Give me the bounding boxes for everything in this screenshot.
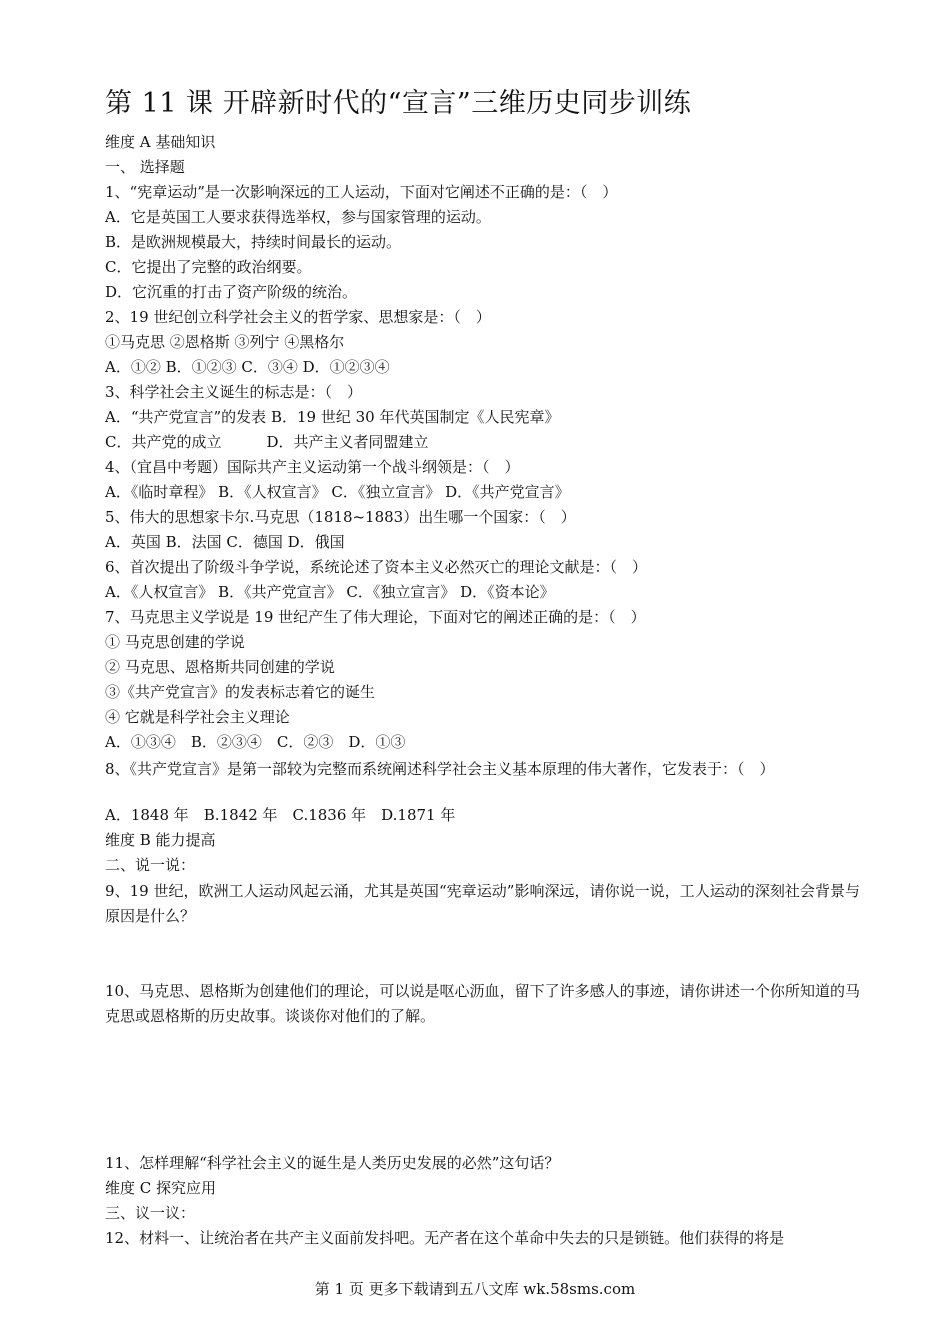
question-11: 11、怎样理解“科学社会主义的诞生是人类历史发展的必然”这句话？ xyxy=(105,1154,560,1172)
question-1-option-d: D．它沉重的打击了资产阶级的统治。 xyxy=(105,283,358,301)
question-7-item-2: ② 马克思、恩格斯共同创建的学说 xyxy=(105,658,335,676)
question-1-option-c: C．它提出了完整的政治纲要。 xyxy=(105,258,312,276)
question-3-stem: 3、科学社会主义诞生的标志是：（ ） xyxy=(105,383,363,401)
question-2-options: A．①② B．①②③ C．③④ D．①②③④ xyxy=(105,358,390,376)
question-3-options-ab: A．“共产党宣言”的发表 B．19 世纪 30 年代英国制定《人民宪章》 xyxy=(105,408,560,426)
question-7-item-3: ③《共产党宣言》的发表标志着它的诞生 xyxy=(105,683,376,701)
question-7-item-4: ④ 它就是科学社会主义理论 xyxy=(105,708,290,726)
page-footer: 第 1 页 更多下载请到五八文库 wk.58sms.com xyxy=(314,1280,636,1298)
question-7-item-1: ① 马克思创建的学说 xyxy=(105,633,245,651)
question-7-options: A．①③④ B．②③④ C．②③ D．①③ xyxy=(105,733,406,751)
question-4-stem: 4、（宜昌中考题）国际共产主义运动第一个战斗纲领是：（ ） xyxy=(105,458,520,476)
section-heading-a: 维度 A 基础知识 xyxy=(105,133,216,151)
question-1-option-b: B．是欧洲规模最大，持续时间最长的运动。 xyxy=(105,233,402,251)
question-1-stem: 1、“宪章运动”是一次影响深远的工人运动，下面对它阐述不正确的是：（ ） xyxy=(105,183,618,201)
question-7-stem: 7、马克思主义学说是 19 世纪产生了伟大理论，下面对它的阐述正确的是：（ ） xyxy=(105,608,646,626)
question-8-stem: 8、《共产党宣言》是第一部较为完整而系统阐述科学社会主义基本原理的伟大著作，它发表于：（ ） xyxy=(105,760,775,778)
question-5-stem: 5、伟大的思想家卡尔.马克思（1818~1883）出生哪一个国家：（ ） xyxy=(105,508,576,526)
question-4-options: A．《临时章程》 B．《人权宣言》 C．《独立宣言》 D．《共产党宣言》 xyxy=(105,483,570,501)
question-9: 9、19 世纪，欧洲工人运动风起云涌，尤其是英国“宪章运动”影响深远，请你说一说，工人运动的深刻社会背景与原因是什么？ xyxy=(105,882,860,925)
question-8-options: A．1848 年 B.1842 年 C.1836 年 D.1871 年 xyxy=(105,806,456,824)
question-6-options: A．《人权宣言》 B．《共产党宣言》 C．《独立宣言》 D．《资本论》 xyxy=(105,583,555,601)
question-5-options: A．英国 B．法国 C．德国 D．俄国 xyxy=(105,533,345,551)
page-title: 第 11 课 开辟新时代的“宣言”三维历史同步训练 xyxy=(105,88,692,119)
section-heading-b: 维度 B 能力提高 xyxy=(105,831,216,849)
question-3-options-cd: C．共产党的成立 D．共产主义者同盟建立 xyxy=(105,433,429,451)
question-10: 10、马克思、恩格斯为创建他们的理论，可以说是呕心沥血，留下了许多感人的事迹，请你讲述一个你所知道的马克思或恩格斯的历史故事。谈谈你对他们的了解。 xyxy=(105,982,860,1025)
part-heading-choice: 一、 选择题 xyxy=(105,158,185,176)
question-12-material: 12、材料一、让统治者在共产主义面前发抖吧。无产者在这个革命中失去的只是锁链。他们获得的将是 xyxy=(105,1229,785,1247)
part-heading-debate: 三、议一议： xyxy=(105,1204,196,1222)
question-6-stem: 6、首次提出了阶级斗争学说，系统论述了资本主义必然灭亡的理论文献是：（ ） xyxy=(105,558,648,576)
question-1-option-a: A．它是英国工人要求获得选举权，参与国家管理的运动。 xyxy=(105,208,491,226)
question-2-stem: 2、19 世纪创立科学社会主义的哲学家、思想家是：（ ） xyxy=(105,308,491,326)
question-2-items: ①马克思 ②恩格斯 ③列宁 ④黑格尔 xyxy=(105,333,345,351)
part-heading-discuss: 二、说一说： xyxy=(105,856,196,874)
section-heading-c: 维度 C 探究应用 xyxy=(105,1179,217,1197)
